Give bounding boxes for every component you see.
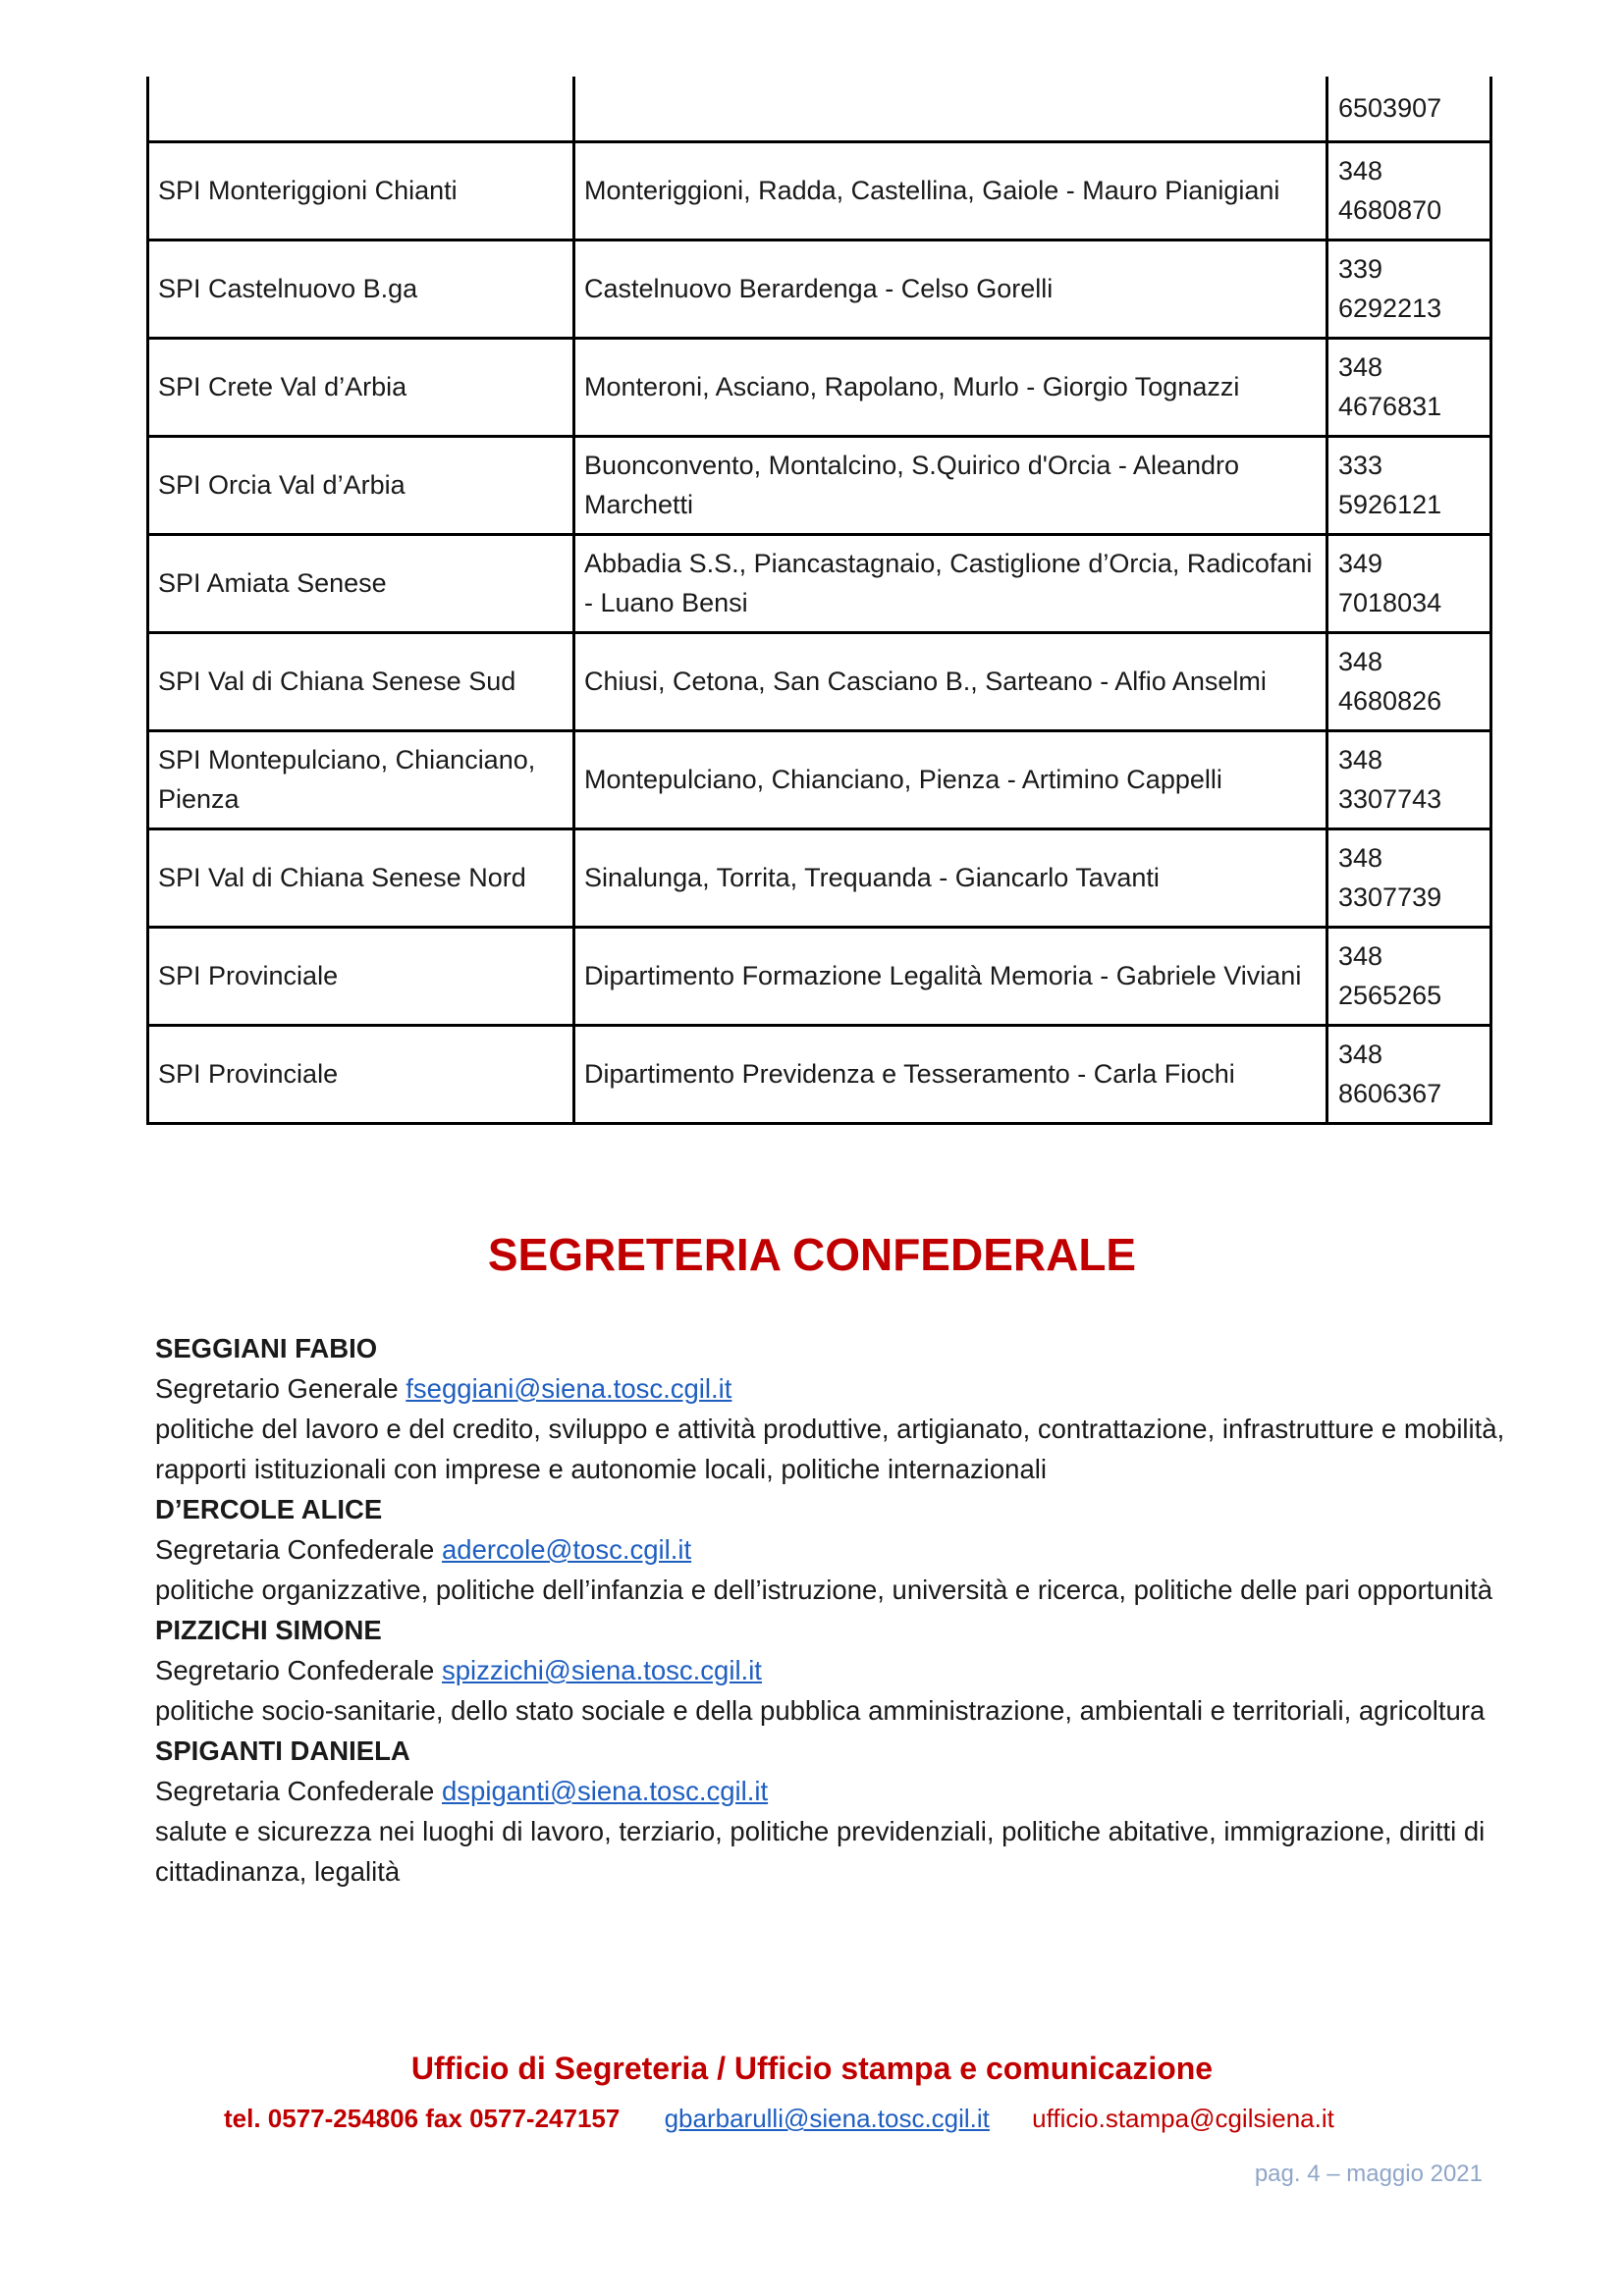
person-role: Segretaria Confederale	[155, 1534, 435, 1565]
table-row	[148, 436, 1491, 534]
person-entry	[155, 1328, 1510, 1489]
phone-prefix: 348	[1338, 647, 1383, 676]
area-cell	[574, 77, 1327, 141]
office-cell: SPI Orcia Val d’Arbia	[148, 436, 574, 534]
footer-contacts	[224, 2101, 1500, 2136]
contacts-table	[146, 77, 1492, 1125]
footer-email-link[interactable]: gbarbarulli@siena.tosc.cgil.it	[664, 2104, 990, 2133]
phone-cell	[1327, 927, 1491, 1025]
person-name: SEGGIANI FABIO	[155, 1333, 378, 1363]
page-number: pag. 4 – maggio 2021	[1254, 2161, 1483, 2187]
person-duties: politiche socio-sanitarie, dello stato sociale e della pubblica amministrazione, ambientali e territoriali, agricoltura	[155, 1695, 1486, 1726]
table-row	[148, 730, 1491, 828]
table-row	[148, 1025, 1491, 1123]
person-role-line	[155, 1771, 1510, 1811]
area-cell: Dipartimento Previdenza e Tesseramento - Carla Fiochi	[574, 1025, 1327, 1123]
footer-title: Ufficio di Segreteria / Ufficio stampa e comunicazione	[410, 2051, 1214, 2086]
area-cell: Chiusi, Cetona, San Casciano B., Sarteano - Alfio Anselmi	[574, 632, 1327, 730]
phone-number: 4680870	[1338, 195, 1442, 225]
footer-press-email: ufficio.stampa@cgilsiena.it	[1032, 2104, 1334, 2133]
table-row	[148, 927, 1491, 1025]
area-cell: Abbadia S.S., Piancastagnaio, Castiglione d’Orcia, Radicofani - Luano Bensi	[574, 534, 1327, 632]
person-duties: politiche organizzative, politiche dell’infanzia e dell’istruzione, università e ricerca, politiche delle pari opportunità	[155, 1575, 1493, 1605]
phone-prefix: 349	[1338, 549, 1383, 578]
phone-prefix: 348	[1338, 1040, 1383, 1069]
table-row	[148, 240, 1491, 338]
office-cell: SPI Val di Chiana Senese Nord	[148, 828, 574, 927]
office-cell	[148, 77, 574, 141]
area-cell: Dipartimento Formazione Legalità Memoria - Gabriele Viviani	[574, 927, 1327, 1025]
phone-prefix: 339	[1338, 254, 1383, 284]
phone-cell	[1327, 77, 1491, 141]
table-row	[148, 534, 1491, 632]
section-title: SEGRETERIA CONFEDERALE	[487, 1229, 1137, 1280]
person-email-link[interactable]: spizzichi@siena.tosc.cgil.it	[442, 1655, 762, 1685]
phone-number: 3307743	[1338, 784, 1442, 814]
secretariat-list	[155, 1328, 1510, 1892]
table-row	[148, 141, 1491, 240]
phone-number: 7018034	[1338, 588, 1442, 617]
office-cell: SPI Montepulciano, Chianciano, Pienza	[148, 730, 574, 828]
phone-number: 5926121	[1338, 490, 1442, 519]
office-cell: SPI Crete Val d’Arbia	[148, 338, 574, 436]
person-duties: politiche del lavoro e del credito, sviluppo e attività produttive, artigianato, contrattazione, infrastrutture e mobilità, rapporti istituzionali con imprese e autonomie locali, politiche internazionali	[155, 1414, 1505, 1484]
office-cell: SPI Provinciale	[148, 1025, 574, 1123]
phone-cell	[1327, 338, 1491, 436]
person-entry	[155, 1731, 1510, 1892]
person-email-link[interactable]: dspiganti@siena.tosc.cgil.it	[442, 1776, 769, 1806]
area-cell: Castelnuovo Berardenga - Celso Gorelli	[574, 240, 1327, 338]
footer-phone-fax: tel. 0577-254806 fax 0577-247157	[224, 2104, 621, 2133]
person-role: Segretaria Confederale	[155, 1776, 435, 1806]
phone-cell	[1327, 141, 1491, 240]
phone-number: 6292213	[1338, 294, 1442, 323]
office-cell: SPI Castelnuovo B.ga	[148, 240, 574, 338]
phone-prefix: 348	[1338, 156, 1383, 186]
office-cell: SPI Amiata Senese	[148, 534, 574, 632]
office-cell: SPI Provinciale	[148, 927, 574, 1025]
table-row	[148, 338, 1491, 436]
phone-prefix: 348	[1338, 941, 1383, 971]
office-cell: SPI Val di Chiana Senese Sud	[148, 632, 574, 730]
person-role-line	[155, 1529, 1510, 1570]
person-role-line	[155, 1650, 1510, 1690]
table-row	[148, 632, 1491, 730]
phone-number: 4680826	[1338, 686, 1442, 716]
phone-cell	[1327, 240, 1491, 338]
phone-cell	[1327, 730, 1491, 828]
phone-prefix: 333	[1338, 451, 1383, 480]
area-cell: Monteroni, Asciano, Rapolano, Murlo - Giorgio Tognazzi	[574, 338, 1327, 436]
phone-cell	[1327, 1025, 1491, 1123]
person-email-link[interactable]: fseggiani@siena.tosc.cgil.it	[406, 1373, 732, 1404]
person-role: Segretario Confederale	[155, 1655, 435, 1685]
person-duties: salute e sicurezza nei luoghi di lavoro, terziario, politiche previdenziali, politiche abitative, immigrazione, diritti di cittadinanza, legalità	[155, 1816, 1486, 1887]
person-name: SPIGANTI DANIELA	[155, 1735, 410, 1766]
phone-prefix: 348	[1338, 843, 1383, 873]
phone-number: 6503907	[1338, 93, 1442, 124]
phone-number: 2565265	[1338, 981, 1442, 1010]
table-row	[148, 77, 1491, 141]
phone-number: 4676831	[1338, 392, 1442, 421]
phone-cell	[1327, 632, 1491, 730]
phone-cell	[1327, 828, 1491, 927]
phone-prefix: 348	[1338, 352, 1383, 382]
person-email-link[interactable]: adercole@tosc.cgil.it	[442, 1534, 692, 1565]
table-row	[148, 828, 1491, 927]
area-cell: Monteriggioni, Radda, Castellina, Gaiole - Mauro Pianigiani	[574, 141, 1327, 240]
person-name: D’ERCOLE ALICE	[155, 1494, 383, 1524]
area-cell: Montepulciano, Chianciano, Pienza - Artimino Cappelli	[574, 730, 1327, 828]
area-cell: Buonconvento, Montalcino, S.Quirico d'Orcia - Aleandro Marchetti	[574, 436, 1327, 534]
phone-number: 3307739	[1338, 882, 1442, 912]
office-cell: SPI Monteriggioni Chianti	[148, 141, 574, 240]
person-role-line	[155, 1368, 1510, 1409]
person-entry	[155, 1489, 1510, 1610]
person-role: Segretario Generale	[155, 1373, 399, 1404]
area-cell: Sinalunga, Torrita, Trequanda - Giancarlo Tavanti	[574, 828, 1327, 927]
person-entry	[155, 1610, 1510, 1731]
phone-cell	[1327, 436, 1491, 534]
phone-number: 8606367	[1338, 1079, 1442, 1108]
person-name: PIZZICHI SIMONE	[155, 1615, 382, 1645]
phone-prefix: 348	[1338, 745, 1383, 774]
phone-cell	[1327, 534, 1491, 632]
